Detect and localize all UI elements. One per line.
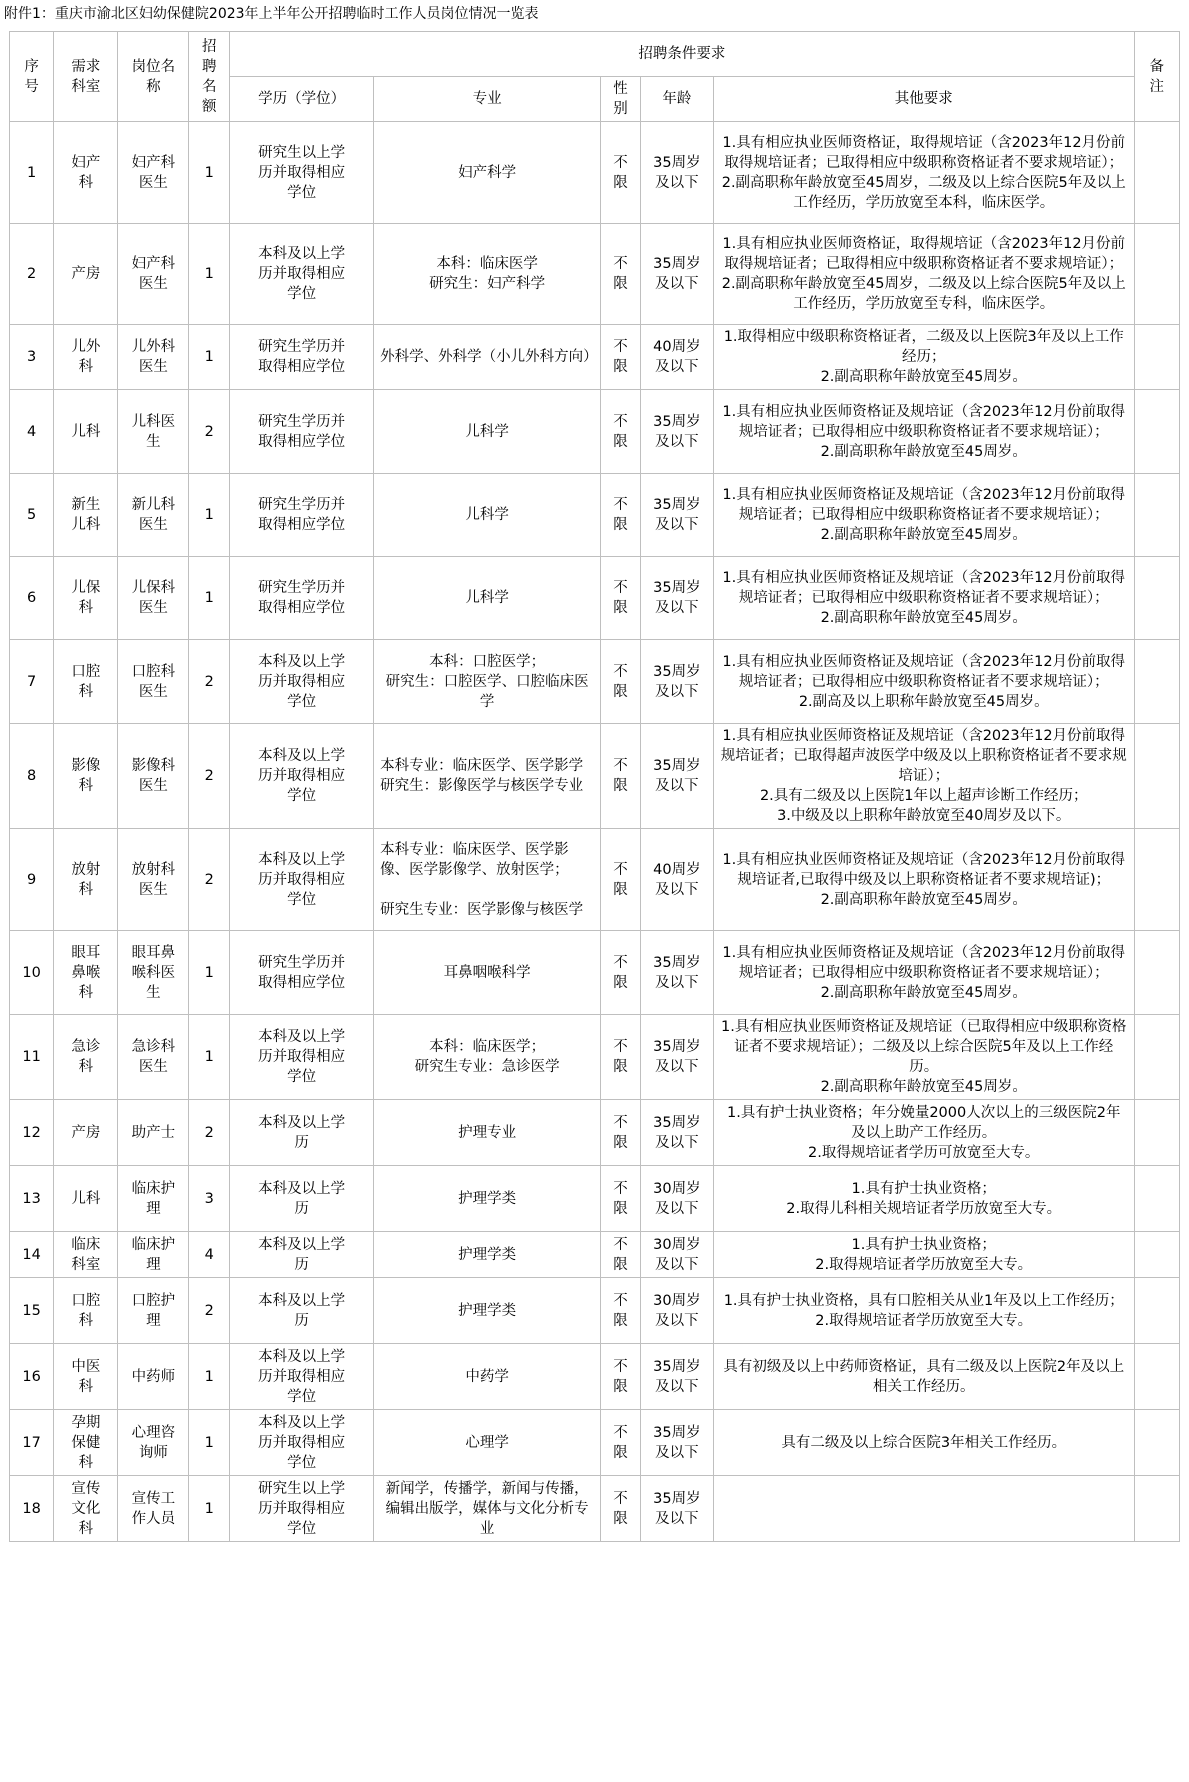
cell-education: 研究生学历并 取得相应学位: [230, 474, 374, 557]
cell-position: 急诊科 医生: [118, 1015, 189, 1100]
cell-count: 1: [189, 224, 230, 325]
cell-major: 新闻学，传播学，新闻与传播，编辑出版学，媒体与文化分析专业: [374, 1476, 601, 1542]
cell-major: 心理学: [374, 1410, 601, 1476]
cell-gender: 不 限: [601, 640, 641, 724]
cell-other: [713, 1476, 1134, 1542]
cell-other: 1.具有相应执业医师资格证及规培证（含2023年12月份前取得规培证者；已取得相应中级职称资格证者不要求规培证）； 2.副高职称年龄放宽至45周岁。: [713, 931, 1134, 1015]
header-education: 学历（学位）: [230, 77, 374, 122]
cell-other: 1.具有相应执业医师资格证及规培证（含2023年12月份前取得规培证者；已取得相应中级职称资格证者不要求规培证）； 2.副高职称年龄放宽至45周岁。: [713, 390, 1134, 474]
cell-position: 助产士: [118, 1100, 189, 1166]
cell-dept: 儿保 科: [54, 557, 118, 640]
cell-gender: 不 限: [601, 557, 641, 640]
cell-other: 1.具有相应执业医师资格证及规培证（已取得相应中级职称资格证者不要求规培证）；二级及以上综合医院5年及以上工作经历。 2.副高职称年龄放宽至45周岁。: [713, 1015, 1134, 1100]
cell-dept: 影像 科: [54, 724, 118, 829]
cell-dept: 产房: [54, 1100, 118, 1166]
cell-dept: 临床 科室: [54, 1232, 118, 1278]
cell-education: 研究生学历并 取得相应学位: [230, 325, 374, 390]
cell-count: 1: [189, 325, 230, 390]
cell-age: 40周岁 及以下: [640, 829, 713, 931]
cell-position: 放射科 医生: [118, 829, 189, 931]
cell-education: 本科及以上学 历并取得相应 学位: [230, 1410, 374, 1476]
table-row: [10, 1476, 1180, 1542]
cell-seq: 14: [10, 1232, 54, 1278]
cell-major: 本科：临床医学； 研究生专业：急诊医学: [374, 1015, 601, 1100]
table-row: [10, 1410, 1180, 1476]
cell-gender: 不 限: [601, 1278, 641, 1344]
cell-dept: 产房: [54, 224, 118, 325]
table-row: [10, 224, 1180, 325]
cell-remark: [1134, 1278, 1179, 1344]
table-row: [10, 474, 1180, 557]
cell-gender: 不 限: [601, 1476, 641, 1542]
cell-gender: 不 限: [601, 474, 641, 557]
cell-other: 1.具有相应执业医师资格证及规培证（含2023年12月份前取得规培证者；已取得超声波医学中级及以上职称资格证者不要求规培证）； 2.具有二级及以上医院1年以上超声诊断工作经历； 3.中级及以上职称年龄放宽至40周岁及以下。: [713, 724, 1134, 829]
table-row: [10, 390, 1180, 474]
cell-other: 1.具有相应执业医师资格证及规培证（含2023年12月份前取得规培证者；已取得相应中级职称资格证者不要求规培证）； 2.副高及以上职称年龄放宽至45周岁。: [713, 640, 1134, 724]
cell-major: 妇产科学: [374, 122, 601, 224]
cell-count: 1: [189, 1410, 230, 1476]
cell-major: 耳鼻咽喉科学: [374, 931, 601, 1015]
cell-major: 外科学、外科学（小儿外科方向）: [374, 325, 601, 390]
cell-dept: 口腔 科: [54, 640, 118, 724]
cell-remark: [1134, 829, 1179, 931]
cell-gender: 不 限: [601, 325, 641, 390]
cell-age: 35周岁 及以下: [640, 1344, 713, 1410]
cell-age: 35周岁 及以下: [640, 1100, 713, 1166]
cell-major: 本科：临床医学 研究生：妇产科学: [374, 224, 601, 325]
cell-remark: [1134, 724, 1179, 829]
table-row: [10, 1166, 1180, 1232]
cell-education: 本科及以上学 历并取得相应 学位: [230, 829, 374, 931]
cell-gender: 不 限: [601, 829, 641, 931]
cell-remark: [1134, 640, 1179, 724]
header-major: 专业: [374, 77, 601, 122]
cell-count: 1: [189, 1476, 230, 1542]
cell-major: 儿科学: [374, 390, 601, 474]
cell-gender: 不 限: [601, 224, 641, 325]
header-position: 岗位名 称: [118, 32, 189, 122]
cell-age: 35周岁 及以下: [640, 390, 713, 474]
cell-education: 本科及以上学 历: [230, 1278, 374, 1344]
cell-position: 新儿科 医生: [118, 474, 189, 557]
cell-seq: 5: [10, 474, 54, 557]
cell-position: 临床护 理: [118, 1166, 189, 1232]
cell-seq: 3: [10, 325, 54, 390]
cell-age: 35周岁 及以下: [640, 1476, 713, 1542]
cell-other: 1.具有护士执业资格，具有口腔相关从业1年及以上工作经历； 2.取得规培证者学历放宽至大专。: [713, 1278, 1134, 1344]
table-row: [10, 325, 1180, 390]
cell-position: 口腔科 医生: [118, 640, 189, 724]
cell-major: 本科专业：临床医学、医学影像、医学影像学、放射医学； 研究生专业：医学影像与核医学: [374, 829, 601, 931]
cell-other: 具有二级及以上综合医院3年相关工作经历。: [713, 1410, 1134, 1476]
cell-other: 1.具有相应执业医师资格证，取得规培证（含2023年12月份前取得规培证者；已取得相应中级职称资格证者不要求规培证）； 2.副高职称年龄放宽至45周岁，二级及以上综合医院5年及以上工作经历，学历放宽至专科，临床医学。: [713, 224, 1134, 325]
cell-major: 护理专业: [374, 1100, 601, 1166]
cell-remark: [1134, 1015, 1179, 1100]
cell-other: 1.具有相应执业医师资格证，取得规培证（含2023年12月份前取得规培证者；已取得相应中级职称资格证者不要求规培证）； 2.副高职称年龄放宽至45周岁，二级及以上综合医院5年及以上工作经历，学历放宽至本科，临床医学。: [713, 122, 1134, 224]
header-age: 年龄: [640, 77, 713, 122]
cell-remark: [1134, 1476, 1179, 1542]
cell-remark: [1134, 557, 1179, 640]
cell-other: 1.具有护士执业资格； 2.取得规培证者学历放宽至大专。: [713, 1232, 1134, 1278]
cell-remark: [1134, 1100, 1179, 1166]
table-row: [10, 1015, 1180, 1100]
cell-age: 35周岁 及以下: [640, 1410, 713, 1476]
cell-remark: [1134, 1166, 1179, 1232]
cell-count: 1: [189, 122, 230, 224]
cell-count: 2: [189, 1100, 230, 1166]
cell-dept: 儿外 科: [54, 325, 118, 390]
cell-gender: 不 限: [601, 1015, 641, 1100]
header-seq: 序 号: [10, 32, 54, 122]
cell-remark: [1134, 474, 1179, 557]
header-row-top: [10, 32, 1180, 77]
cell-gender: 不 限: [601, 122, 641, 224]
cell-major: 本科专业：临床医学、医学影学 研究生：影像医学与核医学专业: [374, 724, 601, 829]
table-row: [10, 724, 1180, 829]
cell-gender: 不 限: [601, 1410, 641, 1476]
table-row: [10, 931, 1180, 1015]
cell-age: 30周岁 及以下: [640, 1166, 713, 1232]
cell-seq: 1: [10, 122, 54, 224]
cell-gender: 不 限: [601, 1344, 641, 1410]
cell-seq: 9: [10, 829, 54, 931]
cell-education: 本科及以上学 历并取得相应 学位: [230, 1344, 374, 1410]
cell-gender: 不 限: [601, 1232, 641, 1278]
cell-major: 护理学类: [374, 1166, 601, 1232]
table-row: [10, 829, 1180, 931]
cell-age: 35周岁 及以下: [640, 122, 713, 224]
cell-dept: 口腔 科: [54, 1278, 118, 1344]
cell-dept: 孕期 保健 科: [54, 1410, 118, 1476]
cell-seq: 2: [10, 224, 54, 325]
cell-seq: 13: [10, 1166, 54, 1232]
cell-major: 中药学: [374, 1344, 601, 1410]
header-count: 招 聘 名 额: [189, 32, 230, 122]
cell-age: 30周岁 及以下: [640, 1232, 713, 1278]
cell-count: 2: [189, 390, 230, 474]
cell-count: 1: [189, 1015, 230, 1100]
cell-count: 2: [189, 829, 230, 931]
cell-education: 研究生学历并 取得相应学位: [230, 390, 374, 474]
cell-age: 35周岁 及以下: [640, 557, 713, 640]
cell-major: 护理学类: [374, 1232, 601, 1278]
cell-count: 1: [189, 1344, 230, 1410]
cell-seq: 12: [10, 1100, 54, 1166]
cell-position: 宣传工 作人员: [118, 1476, 189, 1542]
cell-count: 4: [189, 1232, 230, 1278]
cell-education: 研究生以上学 历并取得相应 学位: [230, 122, 374, 224]
cell-gender: 不 限: [601, 724, 641, 829]
cell-major: 儿科学: [374, 474, 601, 557]
cell-dept: 妇产 科: [54, 122, 118, 224]
cell-remark: [1134, 931, 1179, 1015]
cell-seq: 7: [10, 640, 54, 724]
cell-gender: 不 限: [601, 931, 641, 1015]
cell-education: 研究生学历并 取得相应学位: [230, 931, 374, 1015]
cell-remark: [1134, 1344, 1179, 1410]
cell-other: 1.具有相应执业医师资格证及规培证（含2023年12月份前取得规培证者；已取得相应中级职称资格证者不要求规培证）； 2.副高职称年龄放宽至45周岁。: [713, 557, 1134, 640]
cell-count: 2: [189, 1278, 230, 1344]
header-other: 其他要求: [713, 77, 1134, 122]
cell-seq: 18: [10, 1476, 54, 1542]
cell-age: 35周岁 及以下: [640, 931, 713, 1015]
cell-other: 1.具有相应执业医师资格证及规培证（含2023年12月份前取得规培证者,已取得中级及以上职称资格证者不要求规培证)； 2.副高职称年龄放宽至45周岁。: [713, 829, 1134, 931]
cell-education: 本科及以上学 历并取得相应 学位: [230, 640, 374, 724]
cell-dept: 眼耳 鼻喉 科: [54, 931, 118, 1015]
cell-other: 1.取得相应中级职称资格证者，二级及以上医院3年及以上工作经历； 2.副高职称年龄放宽至45周岁。: [713, 325, 1134, 390]
cell-remark: [1134, 1232, 1179, 1278]
cell-remark: [1134, 325, 1179, 390]
cell-major: 本科：口腔医学； 研究生：口腔医学、口腔临床医学: [374, 640, 601, 724]
cell-age: 40周岁 及以下: [640, 325, 713, 390]
cell-age: 35周岁 及以下: [640, 724, 713, 829]
cell-age: 35周岁 及以下: [640, 640, 713, 724]
cell-position: 儿科医 生: [118, 390, 189, 474]
table-body: [10, 122, 1180, 1542]
table-row: [10, 1344, 1180, 1410]
cell-remark: [1134, 224, 1179, 325]
cell-dept: 儿科: [54, 1166, 118, 1232]
cell-other: 1.具有相应执业医师资格证及规培证（含2023年12月份前取得规培证者；已取得相应中级职称资格证者不要求规培证）； 2.副高职称年龄放宽至45周岁。: [713, 474, 1134, 557]
cell-major: 护理学类: [374, 1278, 601, 1344]
cell-education: 本科及以上学 历并取得相应 学位: [230, 224, 374, 325]
cell-education: 本科及以上学 历并取得相应 学位: [230, 1015, 374, 1100]
cell-other: 具有初级及以上中药师资格证，具有二级及以上医院2年及以上相关工作经历。: [713, 1344, 1134, 1410]
cell-count: 2: [189, 640, 230, 724]
cell-education: 研究生学历并 取得相应学位: [230, 557, 374, 640]
cell-gender: 不 限: [601, 1166, 641, 1232]
cell-remark: [1134, 390, 1179, 474]
cell-count: 1: [189, 474, 230, 557]
cell-gender: 不 限: [601, 390, 641, 474]
cell-dept: 放射 科: [54, 829, 118, 931]
cell-position: 儿保科 医生: [118, 557, 189, 640]
cell-seq: 16: [10, 1344, 54, 1410]
cell-position: 影像科 医生: [118, 724, 189, 829]
cell-remark: [1134, 1410, 1179, 1476]
cell-education: 研究生以上学 历并取得相应 学位: [230, 1476, 374, 1542]
cell-age: 30周岁 及以下: [640, 1278, 713, 1344]
header-dept: 需求 科室: [54, 32, 118, 122]
cell-seq: 4: [10, 390, 54, 474]
header-gender: 性 别: [601, 77, 641, 122]
cell-count: 3: [189, 1166, 230, 1232]
cell-position: 妇产科 医生: [118, 122, 189, 224]
cell-gender: 不 限: [601, 1100, 641, 1166]
cell-position: 口腔护 理: [118, 1278, 189, 1344]
cell-dept: 新生 儿科: [54, 474, 118, 557]
cell-count: 2: [189, 724, 230, 829]
table-row: [10, 640, 1180, 724]
cell-age: 35周岁 及以下: [640, 474, 713, 557]
cell-education: 本科及以上学 历并取得相应 学位: [230, 724, 374, 829]
header-conditions: 招聘条件要求: [230, 32, 1134, 77]
header-remark: 备 注: [1134, 32, 1179, 122]
cell-remark: [1134, 122, 1179, 224]
cell-count: 1: [189, 931, 230, 1015]
cell-position: 心理咨 询师: [118, 1410, 189, 1476]
cell-age: 35周岁 及以下: [640, 1015, 713, 1100]
cell-major: 儿科学: [374, 557, 601, 640]
cell-seq: 8: [10, 724, 54, 829]
cell-position: 临床护 理: [118, 1232, 189, 1278]
table-row: [10, 1278, 1180, 1344]
cell-education: 本科及以上学 历: [230, 1100, 374, 1166]
cell-education: 本科及以上学 历: [230, 1232, 374, 1278]
cell-other: 1.具有护士执业资格； 2.取得儿科相关规培证者学历放宽至大专。: [713, 1166, 1134, 1232]
cell-dept: 儿科: [54, 390, 118, 474]
cell-position: 妇产科 医生: [118, 224, 189, 325]
cell-seq: 17: [10, 1410, 54, 1476]
table-row: [10, 557, 1180, 640]
cell-other: 1.具有护士执业资格；年分娩量2000人次以上的三级医院2年及以上助产工作经历。 2.取得规培证者学历可放宽至大专。: [713, 1100, 1134, 1166]
cell-dept: 中医 科: [54, 1344, 118, 1410]
cell-education: 本科及以上学 历: [230, 1166, 374, 1232]
cell-count: 1: [189, 557, 230, 640]
cell-seq: 15: [10, 1278, 54, 1344]
cell-position: 眼耳鼻 喉科医 生: [118, 931, 189, 1015]
cell-position: 中药师: [118, 1344, 189, 1410]
recruitment-table: [9, 31, 1180, 1542]
cell-seq: 10: [10, 931, 54, 1015]
cell-age: 35周岁 及以下: [640, 224, 713, 325]
cell-seq: 11: [10, 1015, 54, 1100]
cell-seq: 6: [10, 557, 54, 640]
cell-dept: 急诊 科: [54, 1015, 118, 1100]
table-row: [10, 122, 1180, 224]
cell-dept: 宣传 文化 科: [54, 1476, 118, 1542]
table-row: [10, 1100, 1180, 1166]
table-row: [10, 1232, 1180, 1278]
cell-position: 儿外科 医生: [118, 325, 189, 390]
page-title: 附件1：重庆市渝北区妇幼保健院2023年上半年公开招聘临时工作人员岗位情况一览表: [4, 6, 539, 22]
